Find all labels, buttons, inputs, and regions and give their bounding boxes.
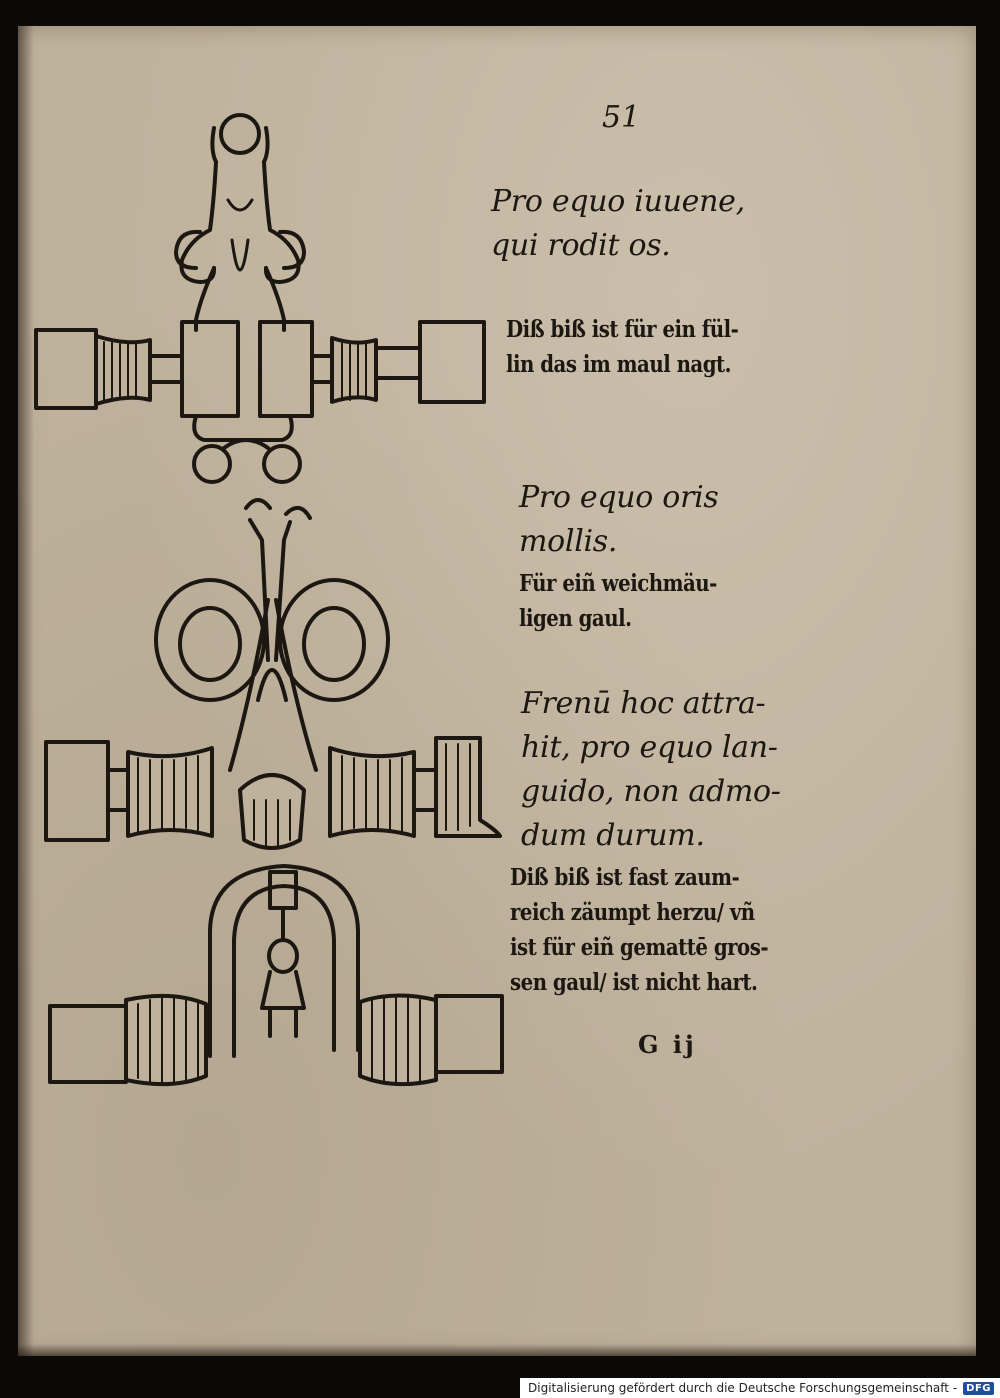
german-line: Diß biß ist fast zaum-	[510, 864, 740, 891]
german-line: Diß biß ist für ein fül-	[506, 316, 739, 343]
woodcut-bit-2	[46, 500, 500, 848]
german-line: sen gaul/ ist nicht hart.	[510, 969, 758, 996]
latin-line: Frenū hoc attra-	[521, 686, 766, 721]
signature-mark: G ij	[638, 1030, 697, 1059]
german-line: ist für eiñ gemattē gros-	[510, 934, 769, 961]
latin-line: dum durum.	[521, 818, 705, 853]
latin-line: Pro equo oris	[519, 480, 719, 515]
footer-credit-text: Digitalisierung gefördert durch die Deutsche Forschungsgemeinschaft -	[528, 1381, 958, 1395]
german-line: lin das im maul nagt.	[506, 351, 732, 378]
latin-caption-soft-mouth	[519, 476, 719, 564]
german-line: ligen gaul.	[519, 605, 632, 632]
latin-caption-young-horse	[491, 180, 745, 268]
latin-line: mollis.	[519, 524, 618, 559]
page-number: 51	[602, 100, 641, 135]
latin-line: Pro equo iuuene,	[491, 184, 745, 219]
latin-line: guido, non admo-	[521, 774, 781, 809]
german-line: reich zäumpt herzu/ vñ	[510, 899, 755, 926]
woodcut-bit-3	[50, 866, 502, 1084]
german-caption-languid-horse	[510, 860, 768, 1000]
german-caption-soft-mouth	[519, 566, 717, 636]
digitization-footer	[520, 1378, 1000, 1398]
latin-line: hit, pro equo lan-	[521, 730, 778, 765]
latin-caption-languid-horse	[521, 682, 781, 858]
dfg-logo: DFG	[963, 1382, 994, 1395]
german-caption-young-horse	[506, 312, 738, 382]
german-line: Für eiñ weichmäu-	[519, 570, 717, 597]
latin-line: qui rodit os.	[491, 228, 671, 263]
woodcut-bit-1	[36, 115, 484, 482]
